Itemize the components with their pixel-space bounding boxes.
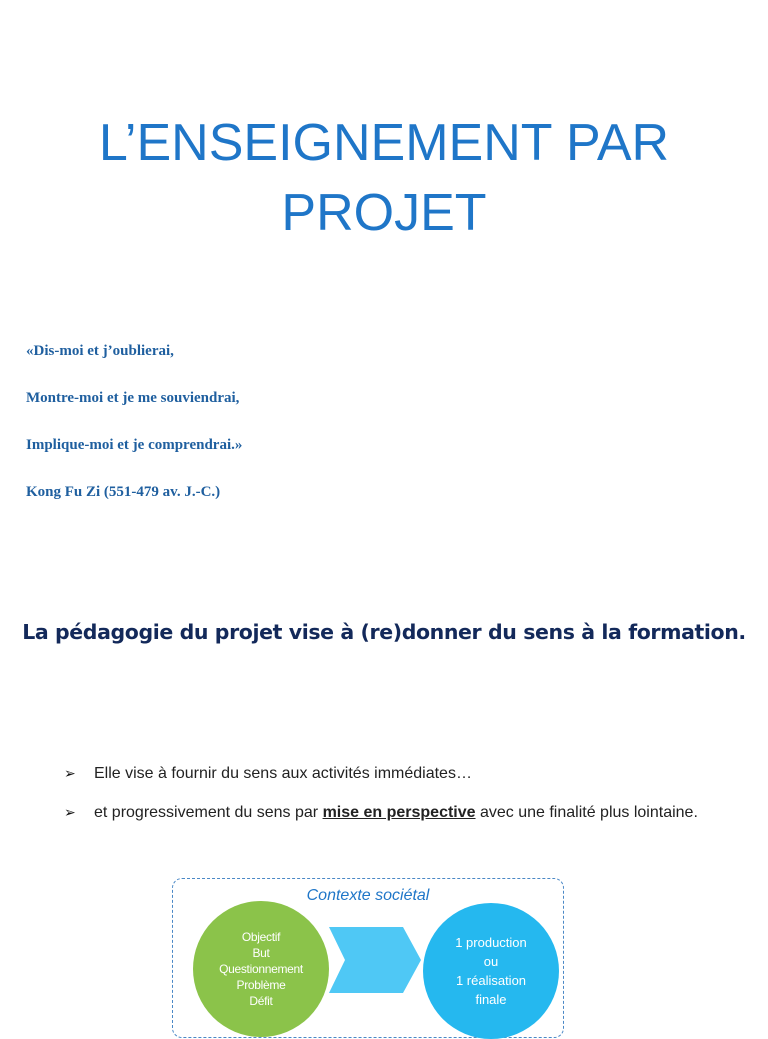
diagram-caption: Contexte sociétal bbox=[306, 887, 430, 904]
chevron-arrow-icon bbox=[329, 927, 421, 993]
arrowhead-bullet-icon: ➢ bbox=[64, 765, 76, 781]
arrowhead-bullet-icon: ➢ bbox=[64, 804, 76, 820]
production-circle-line: finale bbox=[475, 992, 507, 1007]
project-diagram bbox=[172, 878, 564, 1038]
bullet-item-2 bbox=[64, 795, 724, 830]
quote-line-2: Montre-moi et je me souviendrai, bbox=[26, 390, 240, 406]
bullet-item-2-text-end: avec une finalité plus lointaine. bbox=[475, 804, 698, 821]
page-title bbox=[0, 108, 768, 248]
bullet-item-2-emphasis: mise en perspective bbox=[322, 804, 476, 821]
bullet-item-1-text: Elle vise à fournir du sens aux activités immédiates… bbox=[94, 765, 472, 782]
bullet-item-2-text: et progressivement du sens par bbox=[94, 804, 323, 821]
objective-circle bbox=[193, 901, 329, 1037]
title-line-2: PROJET bbox=[281, 184, 487, 242]
objective-circle-line: But bbox=[252, 946, 270, 960]
quote-line-3: Implique-moi et je comprendrai.» bbox=[26, 437, 243, 453]
headline: La pédagogie du projet vise à (re)donner du sens à la formation. bbox=[22, 620, 746, 644]
quote-line-1: «Dis-moi et j’oublierai, bbox=[26, 343, 174, 359]
production-circle-line: 1 production bbox=[455, 935, 527, 950]
objective-circle-line: Défit bbox=[249, 994, 273, 1008]
objective-circle-line: Objectif bbox=[241, 930, 281, 944]
objective-circle-line: Problème bbox=[236, 978, 286, 992]
title-line-1: L’ENSEIGNEMENT PAR bbox=[98, 114, 670, 172]
production-circle-line: ou bbox=[483, 954, 499, 969]
confucius-quote bbox=[26, 338, 626, 526]
quote-author: Kong Fu Zi (551-479 av. J.-C.) bbox=[26, 484, 221, 500]
bullet-item-1 bbox=[64, 756, 724, 791]
production-circle bbox=[423, 903, 559, 1039]
objective-circle-line: Questionnement bbox=[219, 962, 303, 976]
production-circle-line: 1 réalisation bbox=[455, 973, 527, 988]
bullet-list bbox=[64, 756, 724, 830]
